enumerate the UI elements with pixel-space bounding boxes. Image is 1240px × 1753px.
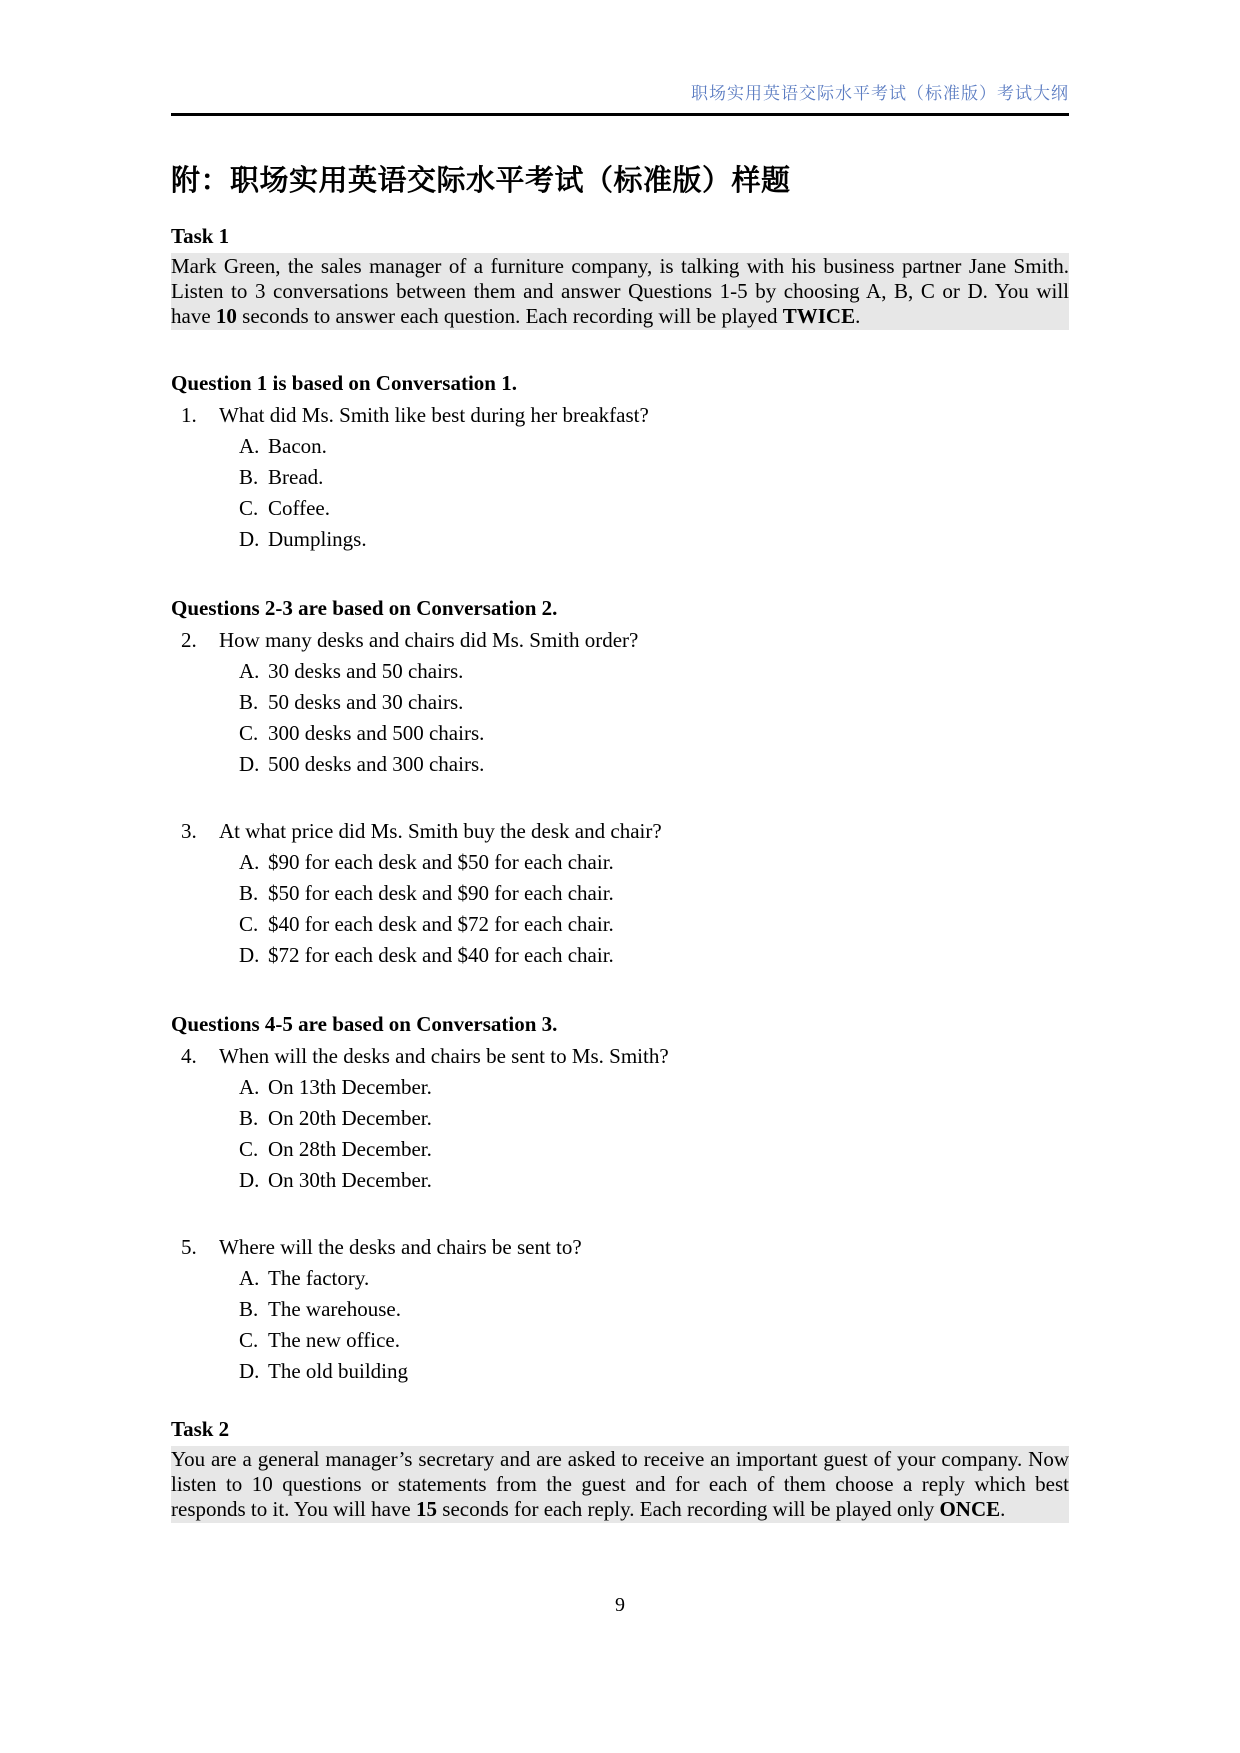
option-row (171, 940, 1069, 971)
option-letter: C. (239, 1328, 259, 1352)
option-letter: C. (239, 721, 259, 745)
option-row (171, 1134, 1069, 1165)
option-row (171, 1103, 1069, 1134)
option-text: 500 desks and 300 chairs. (268, 752, 485, 776)
option-text: On 13th December. (268, 1075, 432, 1099)
option-letter: A. (239, 850, 260, 874)
option-text: On 20th December. (268, 1106, 432, 1130)
option-letter: D. (239, 527, 260, 551)
option-row (171, 493, 1069, 524)
option-text: The warehouse. (268, 1297, 401, 1321)
option-row (171, 1294, 1069, 1325)
option-text: The factory. (268, 1266, 370, 1290)
option-letter: C. (239, 912, 259, 936)
option-row (171, 1325, 1069, 1356)
question-number: 4. (181, 1044, 197, 1068)
option-row (171, 847, 1069, 878)
section-conversation-3 (171, 1009, 1069, 1387)
question-stem: How many desks and chairs did Ms. Smith order? (219, 628, 639, 652)
option-text: On 30th December. (268, 1168, 432, 1192)
question-5 (171, 1232, 1069, 1387)
option-letter: B. (239, 690, 259, 714)
question-stem: At what price did Ms. Smith buy the desk and chair? (219, 819, 662, 843)
option-letter: B. (239, 1297, 259, 1321)
question-stem: When will the desks and chairs be sent to Ms. Smith? (219, 1044, 669, 1068)
option-text: 50 desks and 30 chairs. (268, 690, 464, 714)
option-row (171, 524, 1069, 555)
page-title: 附：职场实用英语交际水平考试（标准版）样题 (171, 165, 791, 197)
question-1 (171, 400, 1069, 555)
question-number: 2. (181, 628, 197, 652)
section-heading: Question 1 is based on Conversation 1. (171, 371, 517, 395)
option-text: Bread. (268, 465, 324, 489)
option-text: $40 for each desk and $72 for each chair. (268, 912, 614, 936)
option-text: $90 for each desk and $50 for each chair. (268, 850, 614, 874)
option-letter: C. (239, 496, 259, 520)
option-letter: C. (239, 1137, 259, 1161)
option-text: $72 for each desk and $40 for each chair. (268, 943, 614, 967)
option-row (171, 878, 1069, 909)
option-letter: A. (239, 659, 260, 683)
option-row (171, 749, 1069, 780)
task1-instructions: Mark Green, the sales manager of a furniture company, is talking with his business partner Jane Smith. Listen to 3 conversations between them and answer Questions 1-5 by choosing A, B, C or D. You will have 10 seconds to answer each question. Each recording will be played TWICE. (171, 254, 1069, 328)
option-letter: A. (239, 1266, 260, 1290)
option-row (171, 1356, 1069, 1387)
option-text: Bacon. (268, 434, 327, 458)
option-text: 30 desks and 50 chairs. (268, 659, 464, 683)
question-4 (171, 1041, 1069, 1196)
option-text: On 28th December. (268, 1137, 432, 1161)
option-row (171, 462, 1069, 493)
section-conversation-2 (171, 593, 1069, 971)
question-stem: What did Ms. Smith like best during her breakfast? (219, 403, 649, 427)
option-letter: D. (239, 752, 260, 776)
option-letter: A. (239, 1075, 260, 1099)
question-stem-row (171, 1041, 1069, 1072)
page-number: 9 (615, 1594, 625, 1616)
question-number: 1. (181, 403, 197, 427)
option-row (171, 1165, 1069, 1196)
option-row (171, 1263, 1069, 1294)
option-letter: B. (239, 465, 259, 489)
question-3 (171, 816, 1069, 971)
section-heading: Questions 4-5 are based on Conversation 3. (171, 1012, 558, 1036)
option-letter: D. (239, 943, 260, 967)
option-row (171, 718, 1069, 749)
option-row (171, 687, 1069, 718)
option-text: Coffee. (268, 496, 331, 520)
question-stem: Where will the desks and chairs be sent to? (219, 1235, 582, 1259)
option-text: $50 for each desk and $90 for each chair. (268, 881, 614, 905)
task1-label: Task 1 (171, 224, 230, 248)
option-letter: D. (239, 1168, 260, 1192)
option-row (171, 909, 1069, 940)
section-heading: Questions 2-3 are based on Conversation 2. (171, 596, 558, 620)
option-row (171, 1072, 1069, 1103)
question-2 (171, 625, 1069, 780)
question-stem-row (171, 400, 1069, 431)
running-header-text: 职场实用英语交际水平考试（标准版）考试大纲 (691, 84, 1069, 103)
option-row (171, 431, 1069, 462)
question-stem-row (171, 1232, 1069, 1263)
option-text: 300 desks and 500 chairs. (268, 721, 485, 745)
document-page (171, 0, 1069, 1617)
running-header (171, 0, 1069, 116)
option-letter: B. (239, 1106, 259, 1130)
question-number: 3. (181, 819, 197, 843)
option-text: The new office. (268, 1328, 400, 1352)
question-stem-row (171, 625, 1069, 656)
option-row (171, 656, 1069, 687)
task2-instructions: You are a general manager’s secretary and are asked to receive an important guest of your company. Now listen to 10 questions or statements from the guest and for each of them choose a reply which best responds to it. You will have 15 seconds for each reply. Each recording will be played only ONCE. (171, 1447, 1069, 1521)
option-text: Dumplings. (268, 527, 367, 551)
option-letter: D. (239, 1359, 260, 1383)
question-number: 5. (181, 1235, 197, 1259)
task2-label: Task 2 (171, 1417, 230, 1441)
section-conversation-1 (171, 368, 1069, 555)
option-letter: B. (239, 881, 259, 905)
question-stem-row (171, 816, 1069, 847)
option-letter: A. (239, 434, 260, 458)
option-text: The old building (268, 1359, 408, 1383)
